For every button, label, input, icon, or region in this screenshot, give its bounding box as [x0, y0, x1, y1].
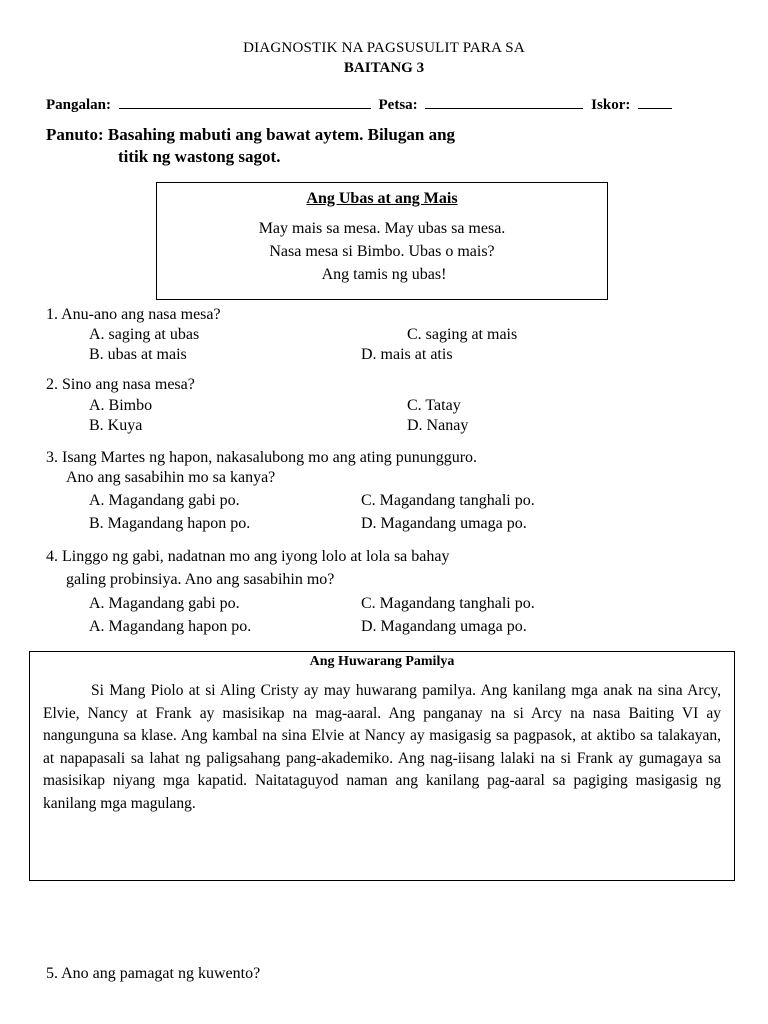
story-line: Nasa mesa si Bimbo. Ubas o mais?: [269, 243, 495, 260]
score-label: Iskor:: [591, 97, 631, 113]
question-1: 1. Anu-ano ang nasa mesa?: [46, 306, 221, 323]
question-3: 3. Isang Martes ng hapon, nakasalubong mo ang ating punungguro.: [46, 449, 478, 466]
q2-option-c[interactable]: C. Tatay: [407, 397, 461, 414]
question-4-continued: galing probinsiya. Ano ang sasabihin mo?: [66, 571, 335, 588]
q1-option-c[interactable]: C. saging at mais: [407, 326, 518, 343]
question-5: 5. Ano ang pamagat ng kuwento?: [46, 965, 261, 982]
date-label: Petsa:: [378, 97, 418, 113]
name-blank[interactable]: [119, 96, 371, 109]
question-3-continued: Ano ang sasabihin mo sa kanya?: [66, 469, 276, 486]
q1-option-b[interactable]: B. ubas at mais: [89, 346, 187, 363]
q4-option-b[interactable]: A. Magandang hapon po.: [89, 618, 252, 635]
q3-option-d[interactable]: D. Magandang umaga po.: [361, 515, 527, 532]
test-title: DIAGNOSTIK NA PAGSUSULIT PARA SA: [243, 40, 525, 56]
question-4: 4. Linggo ng gabi, nadatnan mo ang iyong lolo at lola sa bahay: [46, 548, 450, 565]
q2-option-b[interactable]: B. Kuya: [89, 417, 143, 434]
instructions-line-2: titik ng wastong sagot.: [118, 147, 281, 166]
q4-option-c[interactable]: C. Magandang tanghali po.: [361, 595, 535, 612]
story-title: Ang Huwarang Pamilya: [309, 654, 455, 669]
q1-option-d[interactable]: D. mais at atis: [361, 346, 453, 363]
story-box-huwarang-pamilya: [29, 651, 735, 881]
q4-option-a[interactable]: A. Magandang gabi po.: [89, 595, 240, 612]
story-line: May mais sa mesa. May ubas sa mesa.: [258, 220, 506, 237]
story-box-ubas-mais: [156, 182, 608, 300]
student-info-fields: [46, 96, 676, 114]
name-label: Pangalan:: [46, 97, 112, 113]
q3-option-b[interactable]: B. Magandang hapon po.: [89, 515, 251, 532]
story-paragraph: Si Mang Piolo at si Aling Cristy ay may huwarang pamilya. Ang kanilang mga anak na sina Arcy, Elvie, Nancy at Frank ay masisikap na mag-aaral. Ang panganay na si Arcy na nasa Baiting VI ay nangunguna sa klase. Ang kambal na sina Elvie at Nancy ay masigasig sa pagpasok, at aktibo sa talakayan, at napapasali sa lahat ng paligsahang pang-akademiko. Ang nag-iisang lalaki na si Frank ay gumagaya sa masisikap niyang mga kapatid. Naitataguyod naman ang kanilang pag-aaral sa pagiging masigasig ng kanilang mga magulang.: [43, 682, 721, 812]
q2-option-a[interactable]: A. Bimbo: [89, 397, 153, 414]
q3-option-a[interactable]: A. Magandang gabi po.: [89, 492, 240, 509]
grade-level-title: BAITANG 3: [343, 60, 425, 76]
q2-option-d[interactable]: D. Nanay: [407, 417, 469, 434]
score-blank[interactable]: [638, 96, 672, 109]
story-title: Ang Ubas at ang Mais: [306, 190, 458, 207]
q3-option-c[interactable]: C. Magandang tanghali po.: [361, 492, 535, 509]
q1-option-a[interactable]: A. saging at ubas: [89, 326, 200, 343]
instructions: [46, 124, 455, 168]
instructions-line-1: Panuto: Basahing mabuti ang bawat aytem. Bilugan ang: [46, 125, 456, 144]
q4-option-d[interactable]: D. Magandang umaga po.: [361, 618, 527, 635]
story-line: Ang tamis ng ubas!: [321, 266, 447, 283]
date-blank[interactable]: [425, 96, 583, 109]
question-2: 2. Sino ang nasa mesa?: [46, 376, 195, 393]
